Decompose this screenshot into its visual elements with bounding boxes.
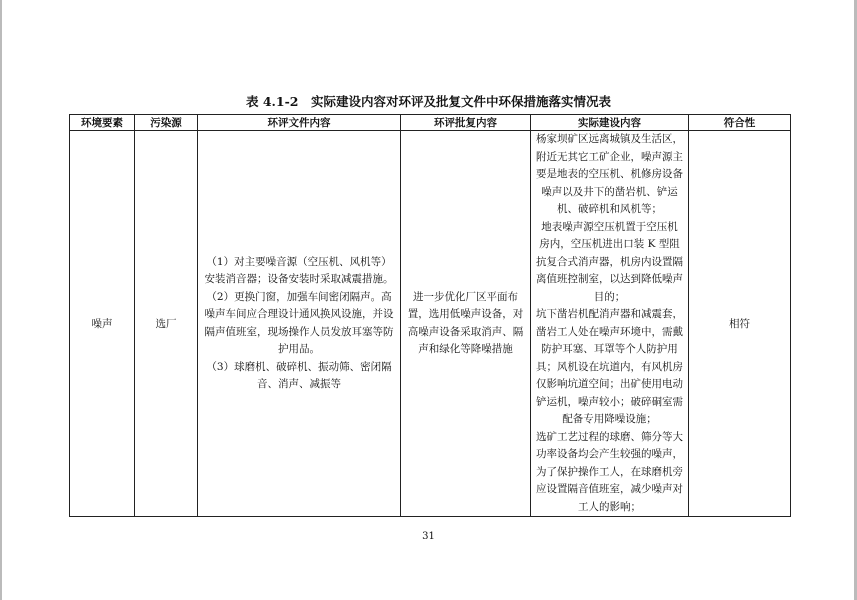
header-compliance: 符合性	[689, 115, 791, 131]
cell-line: （1）对主要噪音源（空压机、风机等）	[206, 255, 392, 268]
table-row	[70, 131, 791, 517]
cell-line: 噪声车间应合理设计通风换风设施，并设	[204, 308, 394, 320]
cell-line: （3）球磨机、破碎机、振动筛、密闭隔	[206, 360, 392, 373]
cell-line: 要是地表的空压机、机修房设备	[536, 168, 683, 180]
cell-line: 目的；	[593, 290, 626, 303]
page-edge-left	[0, 0, 2, 600]
header-eia: 环评文件内容	[198, 115, 401, 131]
header-approval: 环评批复内容	[401, 115, 531, 131]
cell-line: 安装消音器；设备安装时采取减震措施。	[204, 273, 394, 285]
cell-line: 隔声值班室，现场操作人员发放耳塞等防	[204, 325, 394, 338]
header-actual: 实际建设内容	[531, 115, 689, 131]
cell-line: （2）更换门窗，加强车间密闭隔声。高	[206, 290, 392, 303]
page-number: 31	[422, 531, 435, 542]
cell-line: 离值班控制室，以达到降低噪声	[536, 273, 683, 285]
cell-eia	[198, 131, 401, 517]
cell-line: 防护耳塞、耳罩等个人防护用	[541, 343, 678, 355]
cell-line: 抗复合式消声器，机房内设置隔	[536, 255, 683, 268]
cell-line: 功率设备均会产生较强的噪声，	[536, 448, 683, 460]
cell-line: 置，选用低噪声设备，对	[407, 308, 524, 320]
cell-compliance: 相符	[689, 131, 791, 517]
cell-line: 工人的影响；	[578, 500, 641, 513]
cell-line: 配备专用降噪设施；	[562, 413, 657, 425]
cell-line: 仅影响坑道空间；出矿使用电动	[536, 378, 683, 390]
cell-source: 选厂	[135, 131, 198, 517]
header-element: 环境要素	[70, 115, 135, 131]
cell-line: 凿岩工人处在噪声环境中，需戴	[536, 325, 683, 338]
header-source: 污染源	[135, 115, 198, 131]
cell-line: 高噪声设备采取消声、隔	[407, 325, 524, 338]
cell-line: 地表噪声源空压机置于空压机	[541, 220, 678, 233]
cell-line: 进一步优化厂区平面布	[413, 290, 518, 303]
cell-line: 音、消声、减振等	[257, 378, 341, 390]
cell-approval	[401, 131, 531, 517]
cell-line: 应设置隔音值班室，减少噪声对	[536, 483, 683, 495]
cell-line: 声和绿化等降噪措施	[418, 343, 513, 355]
cell-line: 铲运机，噪声较小；破碎硐室需	[536, 395, 683, 408]
cell-actual	[531, 131, 689, 517]
cell-line: 噪声以及井下的凿岩机、铲运	[541, 185, 678, 198]
cell-line: 具；风机设在坑道内，有风机房	[536, 360, 683, 373]
cell-element: 噪声	[70, 131, 135, 517]
cell-line: 为了保护操作工人，在球磨机旁	[536, 465, 683, 478]
cell-line: 机、破碎机和风机等；	[557, 203, 662, 215]
table-header-row	[70, 115, 791, 131]
table-title: 表 4.1-2 实际建设内容对环评及批复文件中环保措施落实情况表	[246, 94, 611, 109]
measures-table	[69, 114, 791, 517]
cell-line: 附近无其它工矿企业，噪声源主	[536, 150, 683, 163]
cell-line: 房内，空压机进出口装 K 型阻	[539, 238, 680, 250]
cell-line: 护用品。	[278, 343, 320, 355]
cell-line: 杨家坝矿区远离城镇及生活区，	[536, 133, 683, 145]
cell-line: 坑下凿岩机配消声器和减震套，	[536, 308, 683, 320]
cell-line: 选矿工艺过程的球磨、筛分等大	[536, 430, 683, 443]
